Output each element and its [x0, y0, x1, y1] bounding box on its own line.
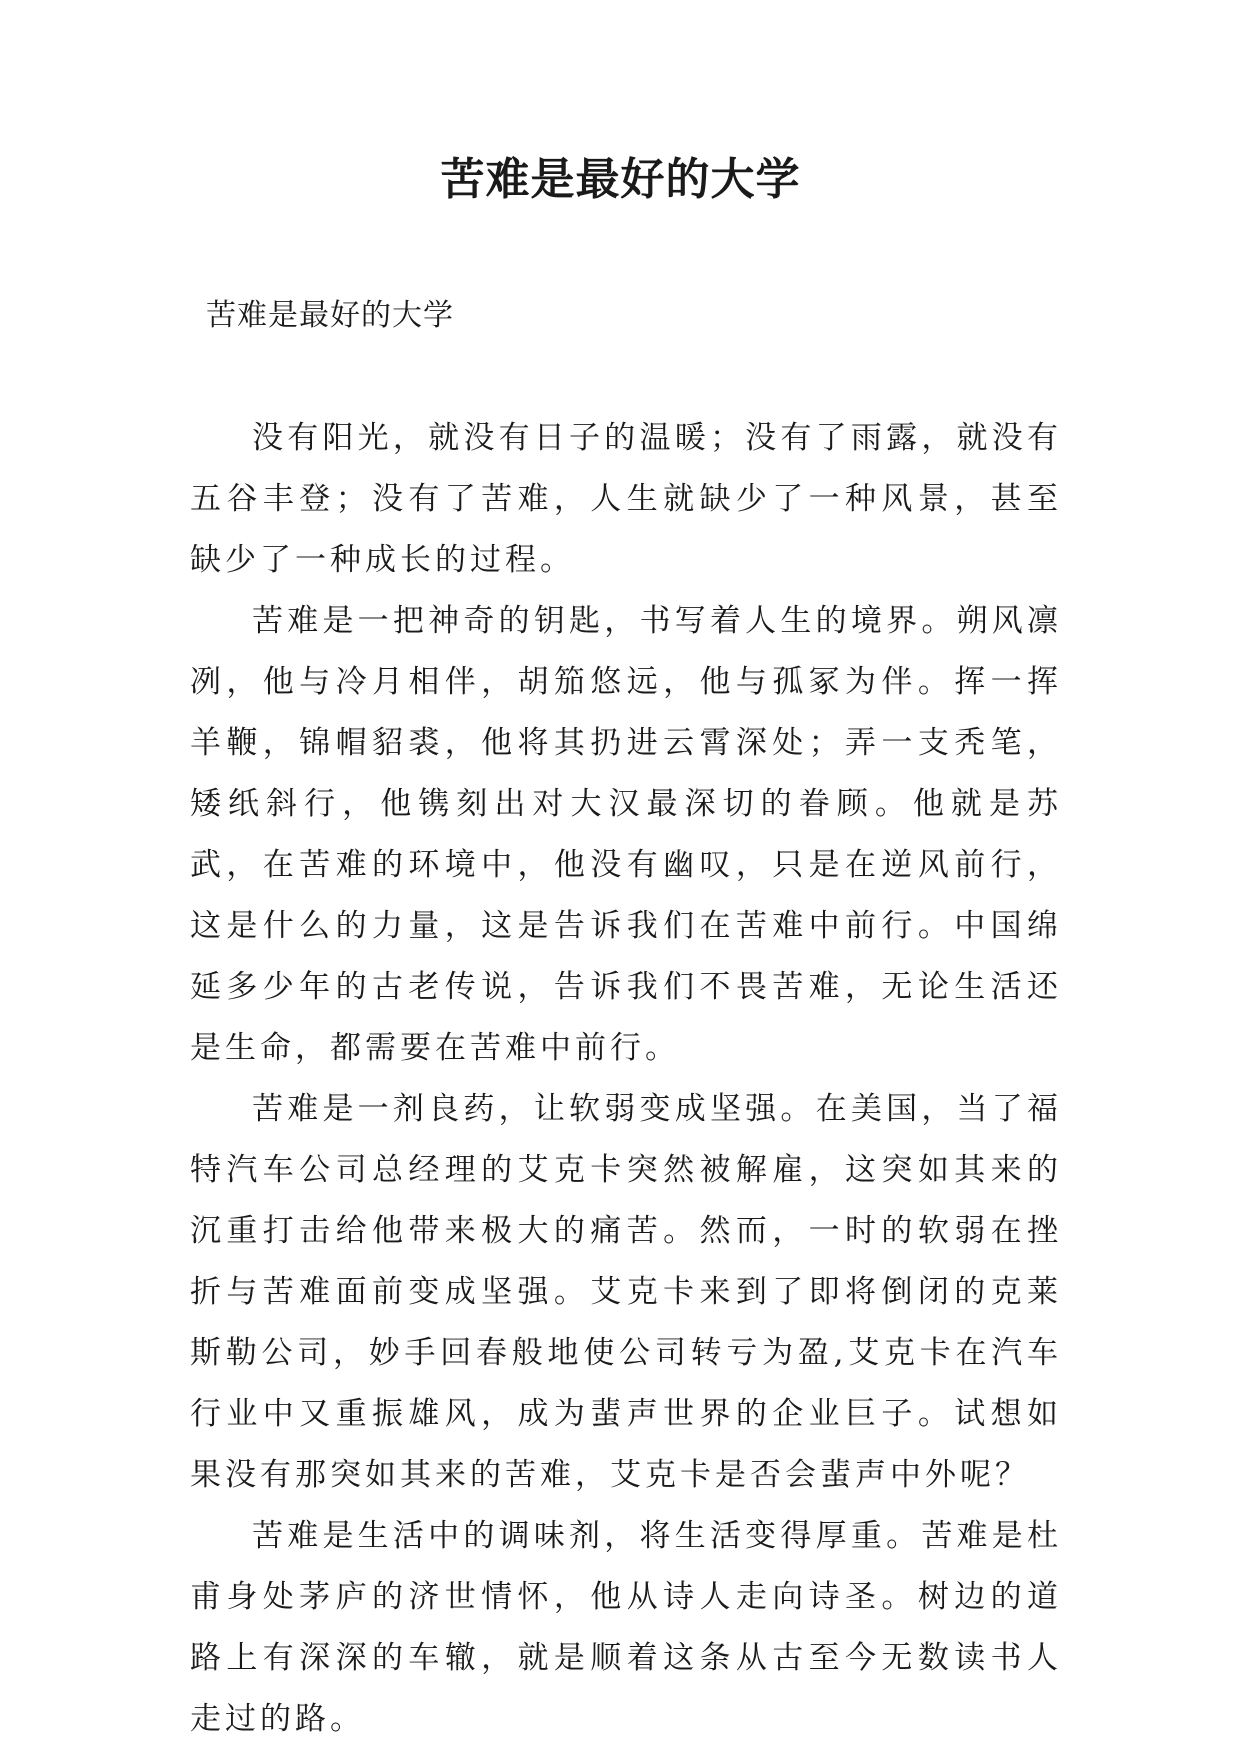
document-title: 苦难是最好的大学	[440, 154, 801, 205]
document-subtitle: 苦难是最好的大学	[206, 298, 454, 333]
paragraph-4: 苦难是生活中的调味剂，将生活变得厚重。苦难是杜甫身处茅庐的济世情怀，他从诗人走向诗圣。树边的道路上有深深的车辙，就是顺着这条从古至今无数读书人走过的路。	[190, 1518, 1062, 1737]
paragraph-3: 苦难是一剂良药，让软弱变成坚强。在美国，当了福特汽车公司总经理的艾克卡突然被解雇，这突如其来的沉重打击给他带来极大的痛苦。然而，一时的软弱在挫折与苦难面前变成坚强。艾克卡来到了即将倒闭的克莱斯勒公司，妙手回春般地使公司转亏为盈,艾克卡在汽车行业中又重振雄风，成为蜚声世界的企业巨子。试想如果没有那突如其来的苦难，艾克卡是否会蜚声中外呢？	[190, 1091, 1062, 1493]
document-body	[190, 408, 1062, 1750]
paragraph-1: 没有阳光，就没有日子的温暖；没有了雨露，就没有五谷丰登；没有了苦难，人生就缺少了一种风景，甚至缺少了一种成长的过程。	[190, 420, 1062, 578]
paragraph-2: 苦难是一把神奇的钥匙，书写着人生的境界。朔风凛冽，他与冷月相伴，胡笳悠远，他与孤冢为伴。挥一挥羊鞭，锦帽貂裘，他将其扔进云霄深处；弄一支秃笔，矮纸斜行，他镌刻出对大汉最深切的眷顾。他就是苏武，在苦难的环境中，他没有幽叹，只是在逆风前行，这是什么的力量，这是告诉我们在苦难中前行。中国绵延多少年的古老传说，告诉我们不畏苦难，无论生活还是生命，都需要在苦难中前行。	[190, 603, 1062, 1066]
